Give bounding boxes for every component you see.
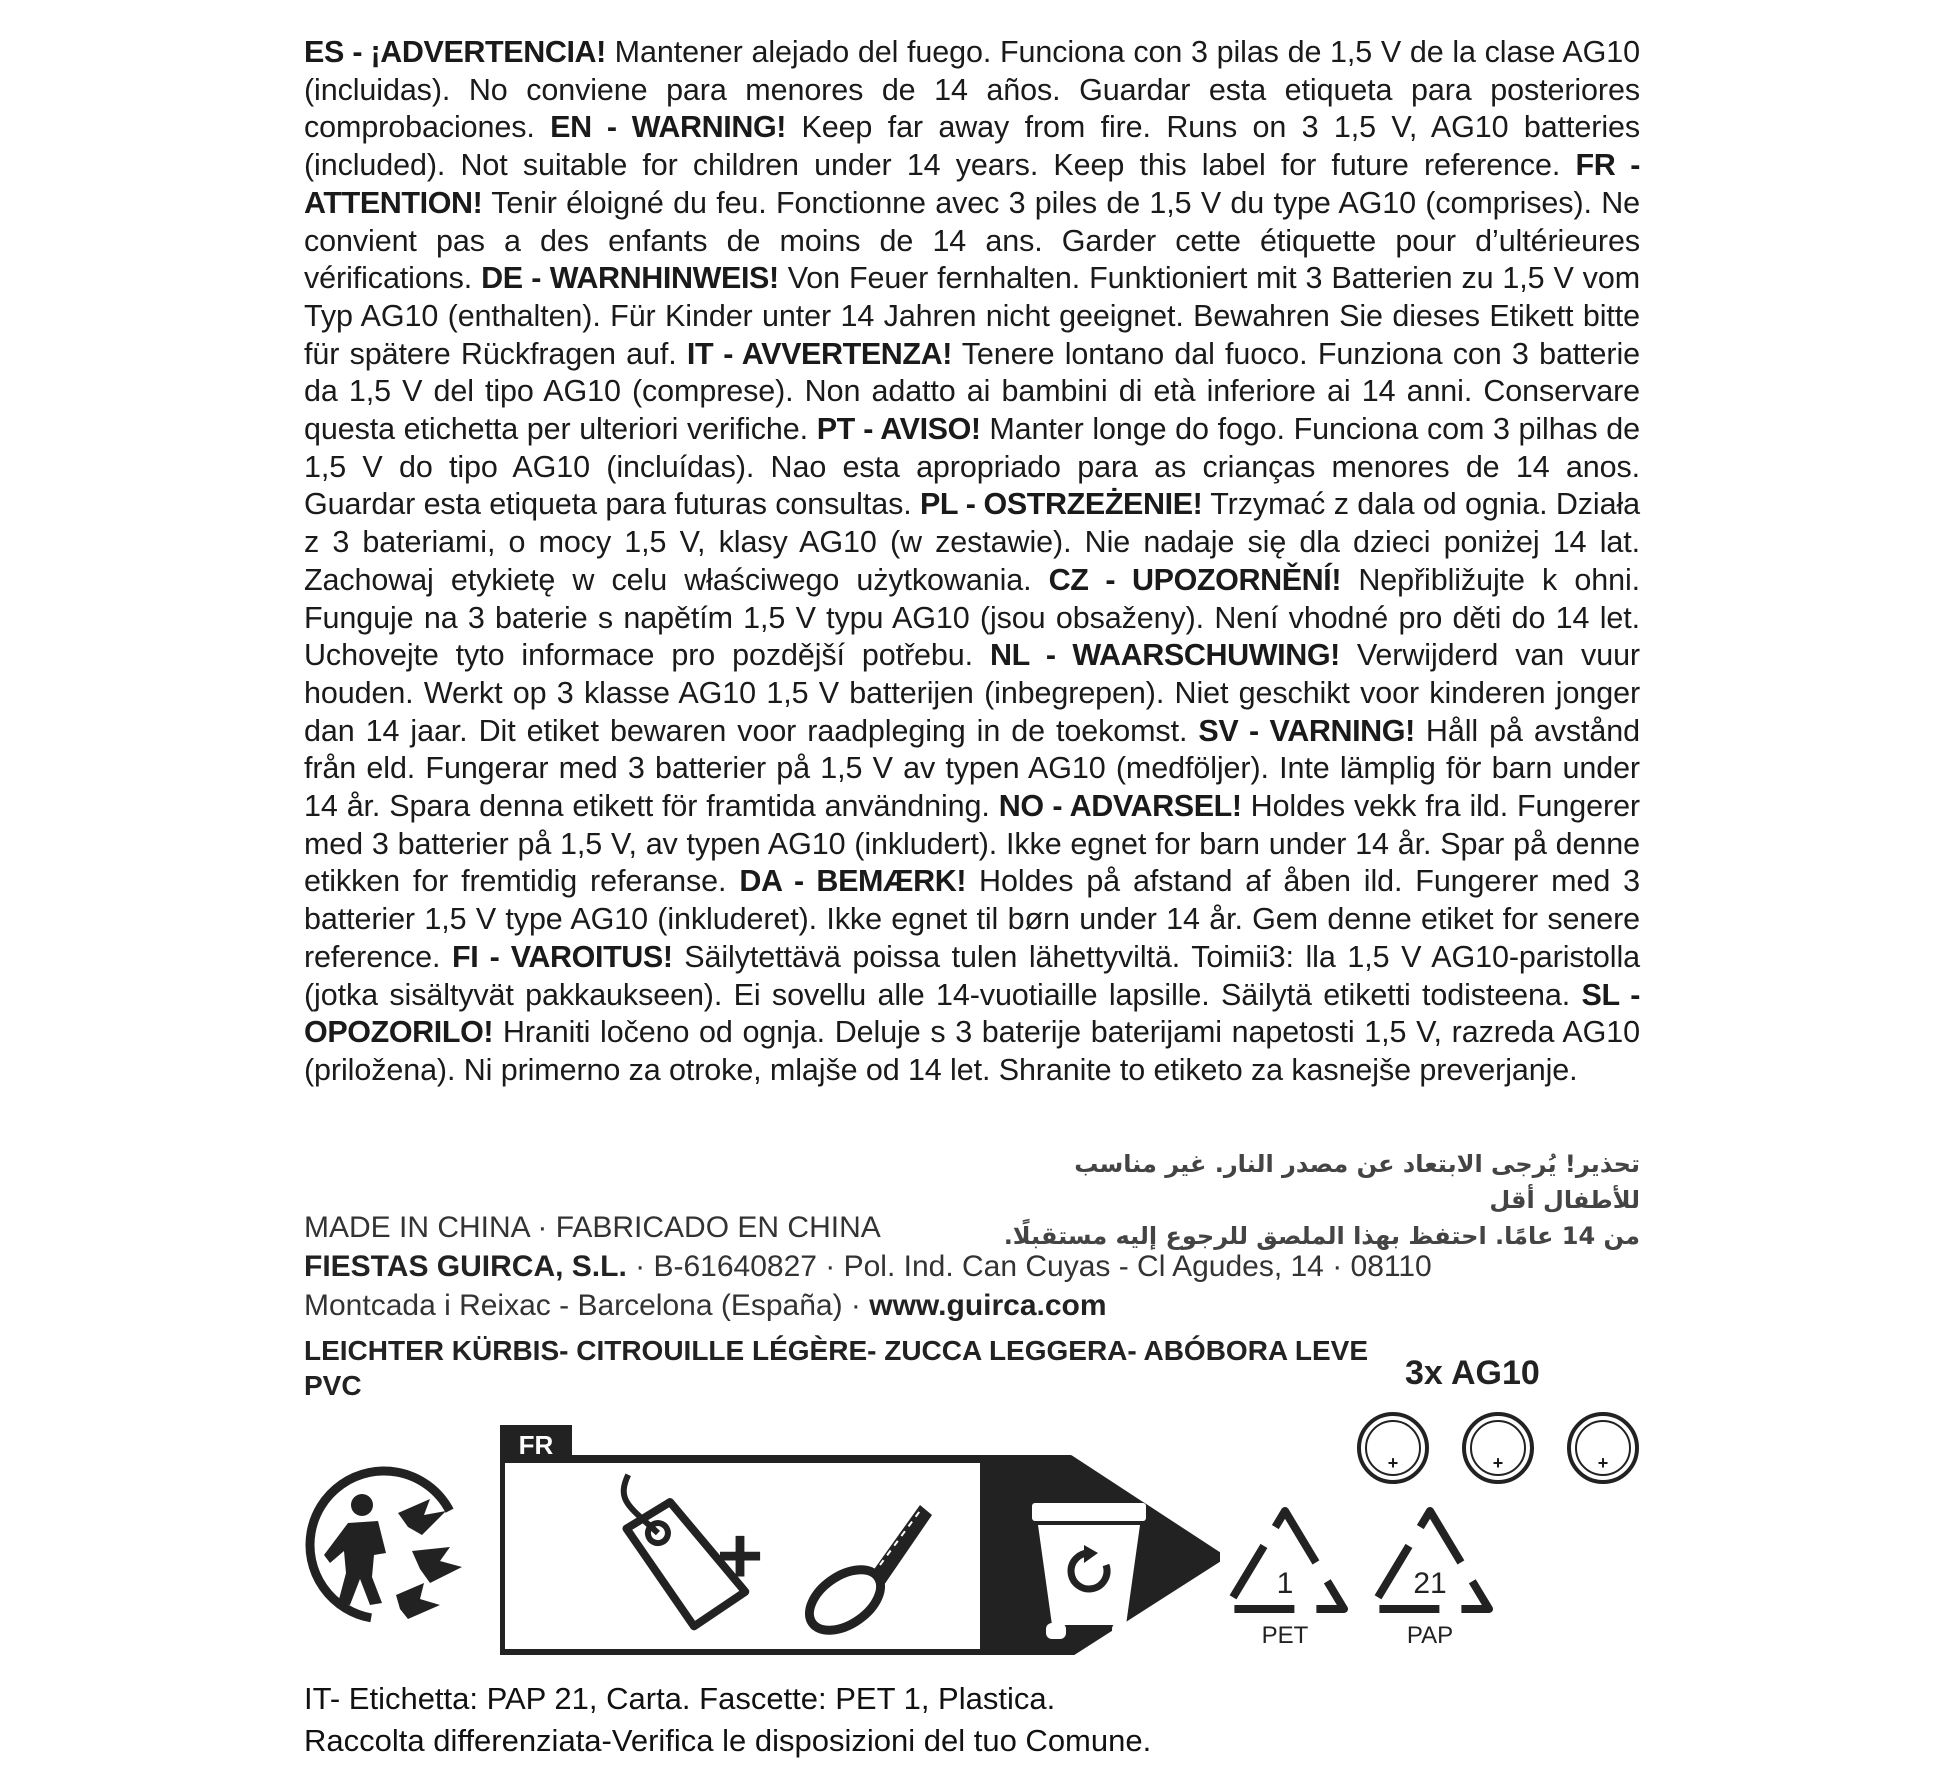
warning-text-cz: Nepřibližujte k ohni. Funguje na 3 baterie s napětím 1,5 V typu AG10 (jsou obsaženy). Není vhodné pro děti do 14 let. Uchovejte tyto informace pro pozdější potřebu. [304,562,1641,673]
recycling-code-pap: PAP [1406,1622,1454,1649]
warning-code-fr: FR - ATTENTION! [304,148,1641,220]
company-website[interactable]: www.guirca.com [869,1289,1107,1322]
warning-text-en: Keep far away from fire. Runs on 3 1,5 V, AG10 batteries (included). Not suitable for children under 14 years. Keep this label for future reference. [304,110,1641,183]
arabic-warning-line2: من 14 عامًا. احتفظ بهذا الملصق للرجوع إليه مستقبلًا. [1003,1222,1640,1250]
company-name: FIESTAS GUIRCA, S.L. [304,1250,627,1283]
warning-text-es: Mantener alejado del fuego. Funciona con 3 pilas de 1,5 V de la clase AG10 (incluidas). No conviene para menores de 14 años. Guardar esta etiqueta para posteriores comprobaciones. [304,35,1640,145]
manufacturer-info [304,1208,1432,1325]
svg-text:+: + [716,1511,764,1600]
warning-code-pt: PT - AVISO! [816,412,981,447]
company-line [304,1247,1432,1286]
made-in-line: MADE IN CHINA · FABRICADO EN CHINA [304,1211,881,1244]
warning-code-fi: FI - VAROITUS! [451,939,673,974]
triman-icon [300,1455,480,1635]
warning-code-it: IT - AVVERTENZA! [686,336,953,371]
warning-text-nl: Verwijderd van vuur houden. Werkt op 3 klasse AG10 1,5 V batterijen (inbegrepen). Niet geschikt voor kinderen jonger dan 14 jaar. Dit etiket bewaren voor raadpleging in de toekomst. [304,638,1640,748]
warning-code-pl: PL - OSTRZEŻENIE! [919,487,1203,522]
warning-text-no: Holdes vekk fra ild. Fungerer med 3 batterier på 1,5 V, av typen AG10 (inkludert). Ikke egnet for barn under 14 år. Spar på denne etikken for fremtidig referanse. [304,789,1640,899]
warning-text-it: Tenere lontano dal fuoco. Funziona con 3 batterie da 1,5 V del tipo AG10 (comprese). Non adatto ai bambini di età inferiore ai 14 anni. Conservare questa etichetta per ulteriori verifiche. [304,336,1641,447]
warning-code-sl: SL - OPOZORILO! [304,977,1640,1050]
warning-text-sv: Håll på avstånd från eld. Fungerar med 3 batterier på 1,5 V av typen AG10 (medföljer). Inte lämplig för barn under 14 år. Spara denna etikett för framtida användning. [304,713,1640,824]
company-line-2 [304,1286,1432,1325]
warning-code-es: ES - ¡ADVERTENCIA! [304,35,606,69]
warning-text-de: Von Feuer fernhalten. Funktioniert mit 3 Batterien zu 1,5 V vom Typ AG10 (enthalten). Für Kinder unter 14 Jahren nicht geeignet. Bewahren Sie dieses Etikett bitte für spätere Rückfragen auf. [304,261,1641,371]
warning-text-block [304,34,1640,1090]
product-material: PVC [304,1370,362,1401]
recycling-triangle-icon [1365,1505,1495,1625]
warning-code-da: DA - BEMÆRK! [739,864,967,899]
svg-text:FR: FR [518,1430,554,1460]
warning-code-cz: CZ - UPOZORNĚNÍ! [1048,562,1342,597]
battery-icon: + [1357,1412,1429,1484]
warning-code-no: NO - ADVARSEL! [998,789,1242,824]
warning-text-pl: Trzymać z dala od ognia. Działa z 3 bateriami, o mocy 1,5 V, klasy AG10 (w zestawie). Nie nadaje się dla dzieci poniżej 14 lat. Zachowaj etykietę w celu właściwego użytkowania. [304,487,1641,597]
disposal-footer [304,1678,1151,1762]
recycling-code-pet: PET [1261,1622,1309,1649]
recycling-triangle-icon [1220,1505,1350,1625]
warning-text-da: Holdes på afstand af åben ild. Fungerer med 3 batterier 1,5 V type AG10 (inkluderet). Ikke egnet til børn under 14 år. Gem denne etiket for senere reference. [304,864,1640,974]
warning-code-sv: SV - VARNING! [1198,713,1415,748]
battery-icon: + [1567,1412,1639,1484]
warning-text-pt: Manter longe do fogo. Funciona com 3 pilhas de 1,5 V do tipo AG10 (incluídas). Nao esta apropriado para as crianças menores de 14 anos. Guardar esta etiqueta para futuras consultas. [304,412,1640,522]
battery-label: 3x AG10 [1405,1354,1540,1392]
warning-text-fr: Tenir éloigné du feu. Fonctionne avec 3 piles de 1,5 V du type AG10 (comprises). Ne convient pas a des enfants de moins de 14 ans. Garder cette étiquette pour d’ultérieures vérifications. [304,185,1640,296]
warning-code-de: DE - WARNHINWEIS! [481,261,779,296]
warning-code-en: EN - WARNING! [550,110,787,145]
warning-text-sl: Hraniti ločeno od ognja. Deluje s 3 baterije baterijami napetosti 1,5 V, razreda AG10 (priložena). Ni primerno za otroke, mlajše od 14 let. Shranite to etiketo za kasnejše preverjanje. [304,1015,1640,1087]
svg-text:1: 1 [1276,1567,1294,1600]
arabic-warning-line1: تحذير! يُرجى الابتعاد عن مصدر النار. غير مناسب للأطفال أقل [1074,1150,1640,1214]
warning-text-fi: Säilytettävä poissa tulen lähettyviltä. Toimii3: lla 1,5 V AG10-paristolla (jotka sisältyvät pakkaukseen). Ei sovellu alle 14-vuotiaille lapsille. Säilytä etiketti todisteena. [304,939,1640,1012]
footer-line2: Raccolta differenziata-Verifica le disposizioni del tuo Comune. [304,1723,1152,1758]
footer-line1: IT- Etichetta: PAP 21, Carta. Fascette: PET 1, Plastica. [304,1681,1056,1716]
battery-icon: + [1462,1412,1534,1484]
product-names: LEICHTER KÜRBIS- CITROUILLE LÉGÈRE- ZUCCA LEGGERA- ABÓBORA LEVE [304,1335,1368,1366]
product-info [304,1333,1404,1403]
svg-text:21: 21 [1413,1567,1447,1600]
company-address-1: · B-61640827 · Pol. Ind. Can Cuyas - Cl Agudes, 14 · 08110 [626,1250,1432,1283]
company-address-2: Montcada i Reixac - Barcelona (España) · [304,1289,870,1322]
sorting-info-box [500,1425,1220,1655]
cable-tie-icon [798,1500,932,1643]
warning-code-nl: NL - WAARSCHUWING! [989,638,1340,673]
